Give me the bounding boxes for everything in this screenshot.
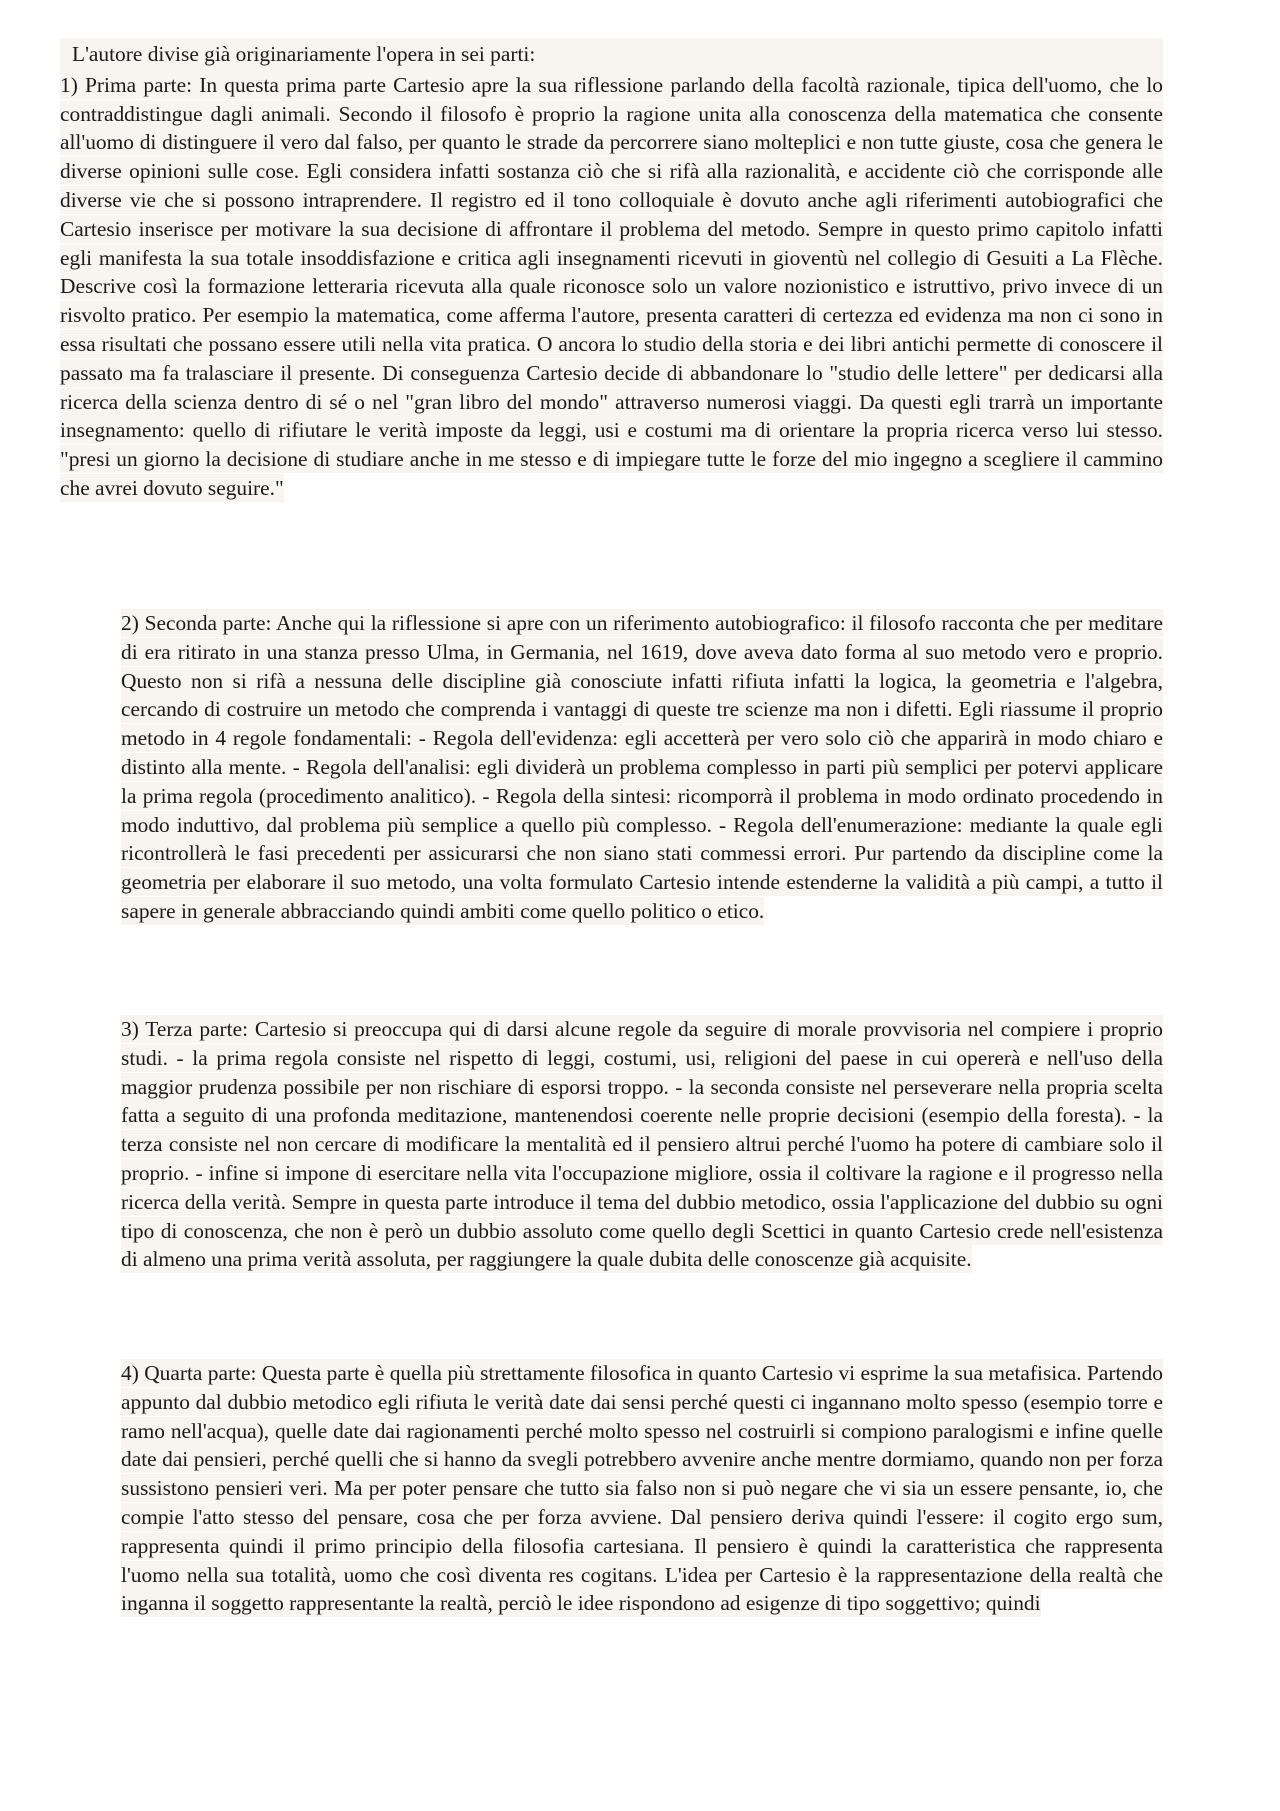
paragraph-part-2 (121, 609, 1163, 926)
part-2-text: 2) Seconda parte: Anche qui la riflessione si apre con un riferimento autobiografico: il filosofo racconta che per meditare di era ritirato in una stanza presso Ulma, in Germania, nel 1619, dove aveva dato forma al suo metodo vero e proprio. Questo non si rifà a nessuna delle discipline già conosciute infatti rifiuta infatti la logica, la geometria e l'algebra, cercando di costruire un metodo che comprenda i vantaggi di queste tre scienze ma non i difetti. Egli riassume il proprio metodo in 4 regole fondamentali: - Regola dell'evidenza: egli accetterà per vero solo ciò che apparirà in modo chiaro e distinto alla mente. - Regola dell'analisi: egli dividerà un problema complesso in parti più semplici per potervi applicare la prima regola (procedimento analitico). - Regola della sintesi: ricomporrà il problema in modo ordinato procedendo in modo induttivo, dal problema più semplice a quello più complesso. - Regola dell'enumerazione: mediante la quale egli ricontrollerà le fasi precedenti per assicurarsi che non siano stati commessi errori. Pur partendo da discipline come la geometria per elaborare il suo metodo, una volta formulato Cartesio intende estenderne la validità a più campi, a tutto il sapere in generale abbracciando quindi ambiti come quello politico o etico. (121, 611, 1163, 923)
part-4-text: 4) Quarta parte: Questa parte è quella più strettamente filosofica in quanto Cartesio vi esprime la sua metafisica. Partendo appunto dal dubbio metodico egli rifiuta le verità date dai sensi perché questi ci ingannano molto spesso (esempio torre e ramo nell'acqua), quelle date dai ragionamenti perché molto spesso nel costruirli si compiono paralogismi e infine quelle date dai pensieri, perché quelli che si hanno da svegli potrebbero avvenire anche mentre dormiamo, quando non per forza sussistono pensieri veri. Ma per poter pensare che tutto sia falso non si può negare che vi sia un essere pensante, io, che compie l'atto stesso del pensare, cosa che per forza avviene. Dal pensiero deriva quindi l'essere: il cogito ergo sum, rappresenta quindi il primo principio della filosofia cartesiana. Il pensiero è quindi la caratteristica che rappresenta l'uomo nella sua totalità, uomo che così diventa res cogitans. L'idea per Cartesio è la rappresentazione della realtà che inganna il soggetto rappresentante la realtà, perciò le idee rispondono ad esigenze di tipo soggettivo; quindi (121, 1361, 1163, 1616)
paragraph-part-1 (60, 38, 1163, 503)
part-3-text: 3) Terza parte: Cartesio si preoccupa qui di darsi alcune regole da seguire di morale provvisoria nel compiere i proprio studi. - la prima regola consiste nel rispetto di leggi, costumi, usi, religioni del paese in cui opererà e nell'uso della maggior prudenza possibile per non rischiare di esporsi troppo. - la seconda consiste nel perseverare nella propria scelta fatta a seguito di una profonda meditazione, mantenendosi coerente nelle proprie decisioni (esempio della foresta). - la terza consiste nel non cercare di modificare la mentalità ed il pensiero altrui perché l'uomo ha potere di cambiare solo il proprio. - infine si impone di esercitare nella vita l'occupazione migliore, ossia il coltivare la ragione e il progresso nella ricerca della verità. Sempre in questa parte introduce il tema del dubbio metodico, ossia l'applicazione del dubbio su ogni tipo di conoscenza, che non è però un dubbio assoluto come quello degli Scettici in quanto Cartesio crede nell'esistenza di almeno una prima verità assoluta, per raggiungere la quale dubita delle conoscenze già acquisite. (121, 1017, 1163, 1272)
intro-line: L'autore divise già originariamente l'opera in sei parti: (60, 38, 1163, 71)
paragraph-part-3 (121, 1015, 1163, 1274)
part-1-text: 1) Prima parte: In questa prima parte Cartesio apre la sua riflessione parlando della facoltà razionale, tipica dell'uomo, che lo contraddistingue dagli animali. Secondo il filosofo è proprio la ragione unita alla conoscenza della matematica che consente all'uomo di distinguere il vero dal falso, per quanto le strade da percorrere siano molteplici e non tutte giuste, cosa che genera le diverse opinioni sulle cose. Egli considera infatti sostanza ciò che si rifà alla razionalità, e accidente ciò che corrisponde alle diverse vie che si possono intraprendere. Il registro ed il tono colloquiale è dovuto anche agli riferimenti autobiografici che Cartesio inserisce per motivare la sua decisione di affrontare il problema del metodo. Sempre in questo primo capitolo infatti egli manifesta la sua totale insoddisfazione e critica agli insegnamenti ricevuti in gioventù nel collegio di Gesuiti a La Flèche. Descrive così la formazione letteraria ricevuta alla quale riconosce solo un valore nozionistico e istruttivo, privo invece di un risvolto pratico. Per esempio la matematica, come afferma l'autore, presenta caratteri di certezza ed evidenza ma non ci sono in essa risultati che possano essere utili nella vita pratica. O ancora lo studio della storia e dei libri antichi permette di conoscere il passato ma fa tralasciare il presente. Di conseguenza Cartesio decide di abbandonare lo "studio delle lettere" per dedicarsi alla ricerca della scienza dentro di sé o nel "gran libro del mondo" attraverso numerosi viaggi. Da questi egli trarrà un importante insegnamento: quello di rifiutare le verità imposte da leggi, usi e costumi ma di orientare la propria ricerca verso lui stesso. "presi un giorno la decisione di studiare anche in me stesso e di impiegare tutte le forze del mio ingegno a scegliere il cammino che avrei dovuto seguire." (60, 72, 1163, 500)
paragraph-part-4 (121, 1359, 1163, 1618)
